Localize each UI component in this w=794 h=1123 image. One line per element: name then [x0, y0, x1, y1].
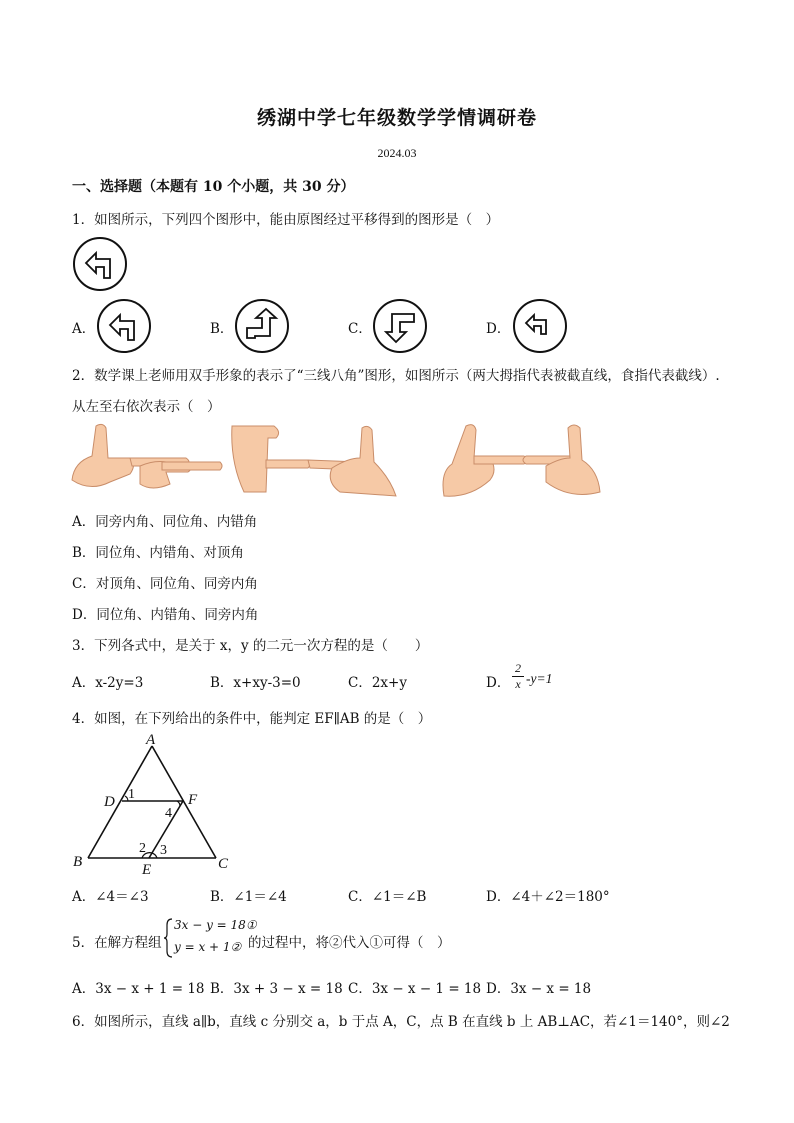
label-point-f: F	[188, 792, 198, 808]
q5-equation-2: y = x + 1②	[174, 940, 242, 954]
q2-option-d: D．同位角、内错角、同旁内角	[72, 607, 259, 623]
q4-option-b: B．∠1＝∠4	[210, 889, 287, 905]
label-point-c: C	[218, 856, 229, 872]
q3-option-d-tail: -y=1	[526, 671, 553, 686]
exam-date: 2024.03	[377, 146, 417, 160]
label-angle-3: 3	[160, 843, 167, 858]
triangle-figure	[70, 728, 240, 878]
q2-option-a: A．同旁内角、同位角、内错角	[72, 514, 258, 530]
original-arrow-figure	[72, 236, 128, 292]
question-2-stem-line-1: 2．数学课上老师用双手形象的表示了“三线八角”图形，如图所示（两大拇指代表被截直线，食指代表截线）.	[72, 368, 720, 384]
q3-option-d-label: D．	[486, 675, 511, 691]
question-3-stem: 3．下列各式中，是关于 x，y 的二元一次方程的是（ ）	[72, 638, 429, 654]
q1-option-d-arrow-icon	[512, 298, 568, 354]
q4-option-a: A．∠4＝∠3	[72, 889, 149, 905]
q5-option-a: A．3x − x + 1 = 18	[72, 981, 205, 997]
section-heading: 一、选择题（本题有 10 个小题，共 30 分）	[72, 179, 355, 195]
q3-option-d-fraction	[512, 661, 524, 692]
label-point-b: B	[73, 854, 83, 870]
q2-option-c: C．对顶角、同位角、同旁内角	[72, 576, 258, 592]
q1-option-c-label: C．	[348, 321, 372, 337]
q5-option-c: C．3x − x − 1 = 18	[348, 981, 482, 997]
system-brace-icon	[164, 917, 174, 959]
q2-option-b: B．同位角、内错角、对顶角	[72, 545, 244, 561]
q1-option-a-arrow-icon	[96, 298, 152, 354]
question-2-stem-line-2: 从左至右依次表示（ ）	[72, 399, 221, 415]
label-angle-2: 2	[139, 841, 146, 856]
label-point-a: A	[146, 732, 156, 748]
q5-equation-1: 3x − y = 18①	[174, 918, 257, 932]
q4-option-c: C．∠1＝∠B	[348, 889, 427, 905]
label-point-d: D	[104, 794, 115, 810]
q1-option-d-label: D．	[486, 321, 511, 337]
q3-option-c: C．2x+y	[348, 675, 407, 691]
q1-option-a-label: A．	[72, 321, 96, 337]
q1-option-b-arrow-icon	[234, 298, 290, 354]
question-1-stem: 1．如图所示，下列四个图形中，能由原图经过平移得到的图形是（ ）	[72, 212, 500, 228]
label-angle-4: 4	[165, 806, 172, 821]
hands-figure	[70, 422, 610, 498]
label-point-e: E	[142, 862, 152, 878]
fraction-denominator: x	[512, 676, 524, 692]
question-4-stem: 4．如图，在下列给出的条件中，能判定 EF∥AB 的是（ ）	[72, 711, 432, 727]
question-6-stem: 6．如图所示，直线 a∥b，直线 c 分别交 a，b 于点 A，C，点 B 在直线 b 上 AB⊥AC，若∠1＝140°，则∠2	[72, 1014, 730, 1030]
q1-option-c-arrow-icon	[372, 298, 428, 354]
q3-option-b: B．x+xy-3=0	[210, 675, 301, 691]
q3-option-a: A．x-2y=3	[72, 675, 144, 691]
q1-option-b-label: B．	[210, 321, 234, 337]
fraction-numerator: 2	[515, 661, 521, 675]
page-title: 绣湖中学七年级数学学情调研卷	[256, 107, 537, 129]
q4-option-d: D．∠4＋∠2＝180°	[486, 889, 610, 905]
q5-option-b: B．3x + 3 − x = 18	[210, 981, 343, 997]
label-angle-1: 1	[128, 787, 135, 802]
question-5-stem-suffix: 的过程中，将②代入①可得（ ）	[248, 935, 451, 951]
question-5-stem-prefix: 5．在解方程组	[72, 935, 162, 951]
q5-option-d: D．3x − x = 18	[486, 981, 592, 997]
